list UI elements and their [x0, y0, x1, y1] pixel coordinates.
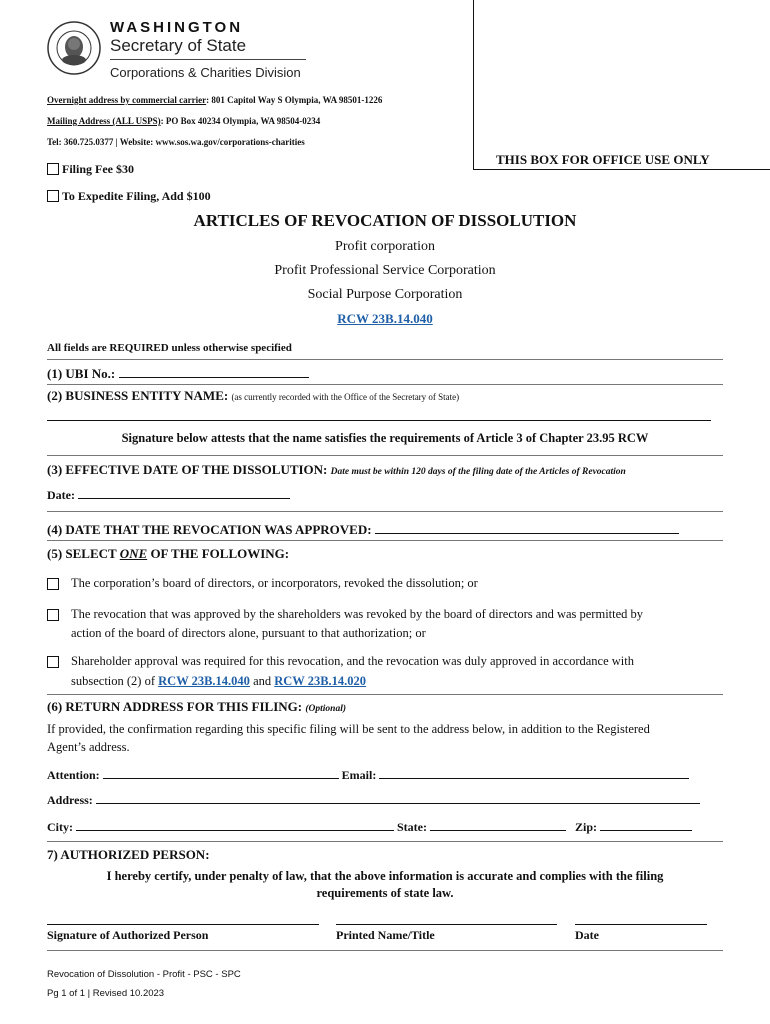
entity-note: (as currently recorded with the Office of the Secretary of State) [231, 392, 460, 402]
address-row [47, 791, 700, 808]
email-input[interactable] [379, 766, 689, 779]
option3-checkbox[interactable] [47, 656, 59, 668]
approved-row [47, 521, 679, 538]
mailing-value: : PO Box 40234 Olympia, WA 98504-0234 [160, 116, 321, 126]
signature-label: Signature of Authorized Person [47, 928, 209, 942]
expedite-label: To Expedite Filing, Add $100 [62, 189, 211, 203]
subtitle-psc: Profit Professional Service Corporation [274, 263, 496, 278]
mailing-label: Mailing Address (ALL USPS) [47, 116, 161, 126]
zip-input[interactable] [600, 818, 692, 831]
overnight-value: : 801 Capitol Way S Olympia, WA 98501-1226 [206, 95, 383, 105]
mailing-address [47, 116, 320, 126]
return-optional: (Optional) [305, 704, 346, 714]
signature-date-label: Date [575, 928, 599, 942]
entity-label: (2) BUSINESS ENTITY NAME: [47, 388, 229, 403]
ubi-input[interactable] [119, 365, 309, 378]
date-label: Date: [47, 488, 75, 502]
contact-info: Tel: 360.725.0377 | Website: www.sos.wa.gov/corporations-charities [47, 137, 305, 147]
filing-fee-label: Filing Fee $30 [62, 162, 134, 176]
expedite-checkbox[interactable] [47, 190, 59, 202]
header-state: WASHINGTON [110, 19, 244, 36]
state-label: State: [397, 820, 427, 834]
city-row [47, 818, 692, 835]
header-office: Secretary of State [110, 36, 247, 55]
address-label: Address: [47, 793, 93, 807]
zip-label: Zip: [575, 820, 598, 834]
printed-name-label: Printed Name/Title [336, 928, 435, 942]
state-seal-icon [46, 20, 102, 76]
divider-rule [47, 359, 723, 360]
divider-rule [47, 455, 723, 456]
divider-rule [47, 540, 723, 541]
city-label: City: [47, 820, 73, 834]
return-desc-line1: If provided, the confirmation regarding this specific filing will be sent to the address below, in addition to the Registered [47, 722, 650, 736]
approved-label: (4) DATE THAT THE REVOCATION WAS APPROVED: [47, 522, 372, 537]
attention-row [47, 766, 689, 783]
footer-page-info: Pg 1 of 1 | Revised 10.2023 [47, 988, 165, 999]
office-use-box [473, 0, 770, 170]
ubi-row [47, 365, 309, 382]
option2-checkbox[interactable] [47, 609, 59, 621]
return-label: (6) RETURN ADDRESS FOR THIS FILING: [47, 699, 303, 714]
signature-input[interactable] [47, 912, 319, 925]
option3-line2 [71, 674, 366, 689]
certify-line2: requirements of state law. [316, 886, 454, 900]
option2-line2: action of the board of directors alone, pursuant to that authorization; or [71, 626, 426, 640]
footer-form-name: Revocation of Dissolution - Profit - PSC - SPC [47, 969, 241, 980]
select-pre: (5) SELECT [47, 546, 120, 561]
certify-line1: I hereby certify, under penalty of law, that the above information is accurate and complies with the filing [106, 869, 664, 883]
divider-rule [47, 384, 723, 385]
effective-label: (3) EFFECTIVE DATE OF THE DISSOLUTION: [47, 462, 328, 477]
subtitle-profit: Profit corporation [335, 239, 435, 254]
city-input[interactable] [76, 818, 394, 831]
entity-name-input[interactable] [47, 408, 711, 421]
attention-label: Attention: [47, 768, 100, 782]
divider-rule [47, 841, 723, 842]
divider-rule [47, 511, 723, 512]
effective-note: Date must be within 120 days of the filing date of the Articles of Revocation [330, 467, 626, 477]
rcw-14020-link[interactable]: RCW 23B.14.020 [274, 674, 367, 688]
effective-row [47, 462, 626, 478]
select-one: ONE [119, 546, 148, 561]
printed-name-input[interactable] [336, 912, 557, 925]
filing-fee-checkbox[interactable] [47, 163, 59, 175]
header-division: Corporations & Charities Division [110, 65, 301, 80]
rcw-title-link[interactable]: RCW 23B.14.040 [337, 311, 433, 326]
option2-line1: The revocation that was approved by the shareholders was revoked by the board of directors and was permitted by [71, 607, 644, 621]
return-desc-line2: Agent’s address. [47, 740, 130, 754]
select-post: OF THE FOLLOWING: [147, 546, 290, 561]
overnight-label: Overnight address by commercial carrier [47, 95, 207, 105]
authorized-heading: 7) AUTHORIZED PERSON: [47, 847, 210, 862]
entity-row [47, 388, 459, 404]
effective-date-input[interactable] [78, 486, 290, 499]
address-input[interactable] [96, 791, 700, 804]
option1-label: The corporation’s board of directors, or incorporators, revoked the dissolution; or [71, 576, 478, 590]
approved-date-input[interactable] [375, 521, 679, 534]
required-note: All fields are REQUIRED unless otherwise specified [47, 342, 292, 354]
option1-checkbox[interactable] [47, 578, 59, 590]
select-heading [47, 546, 289, 562]
divider-rule [47, 950, 723, 951]
overnight-address [47, 95, 382, 105]
attention-input[interactable] [103, 766, 339, 779]
option3-and: and [249, 674, 275, 688]
option3-line1: Shareholder approval was required for this revocation, and the revocation was duly approved in accordance with [71, 654, 634, 668]
form-title: ARTICLES OF REVOCATION OF DISSOLUTION [193, 211, 577, 230]
rcw-14040-link[interactable]: RCW 23B.14.040 [158, 674, 250, 688]
return-heading [47, 699, 346, 715]
email-label: Email: [341, 768, 377, 782]
divider-rule [47, 694, 723, 695]
date-row [47, 486, 290, 503]
subtitle-spc: Social Purpose Corporation [307, 287, 463, 302]
header-divider [110, 59, 306, 60]
office-use-label: THIS BOX FOR OFFICE USE ONLY [496, 152, 710, 167]
signature-date-input[interactable] [575, 912, 707, 925]
attest-statement: Signature below attests that the name satisfies the requirements of Article 3 of Chapter 23.95 RCW [121, 431, 649, 445]
option3-pre: subsection (2) of [71, 674, 159, 688]
ubi-label: (1) UBI No.: [47, 366, 116, 381]
state-input[interactable] [430, 818, 566, 831]
